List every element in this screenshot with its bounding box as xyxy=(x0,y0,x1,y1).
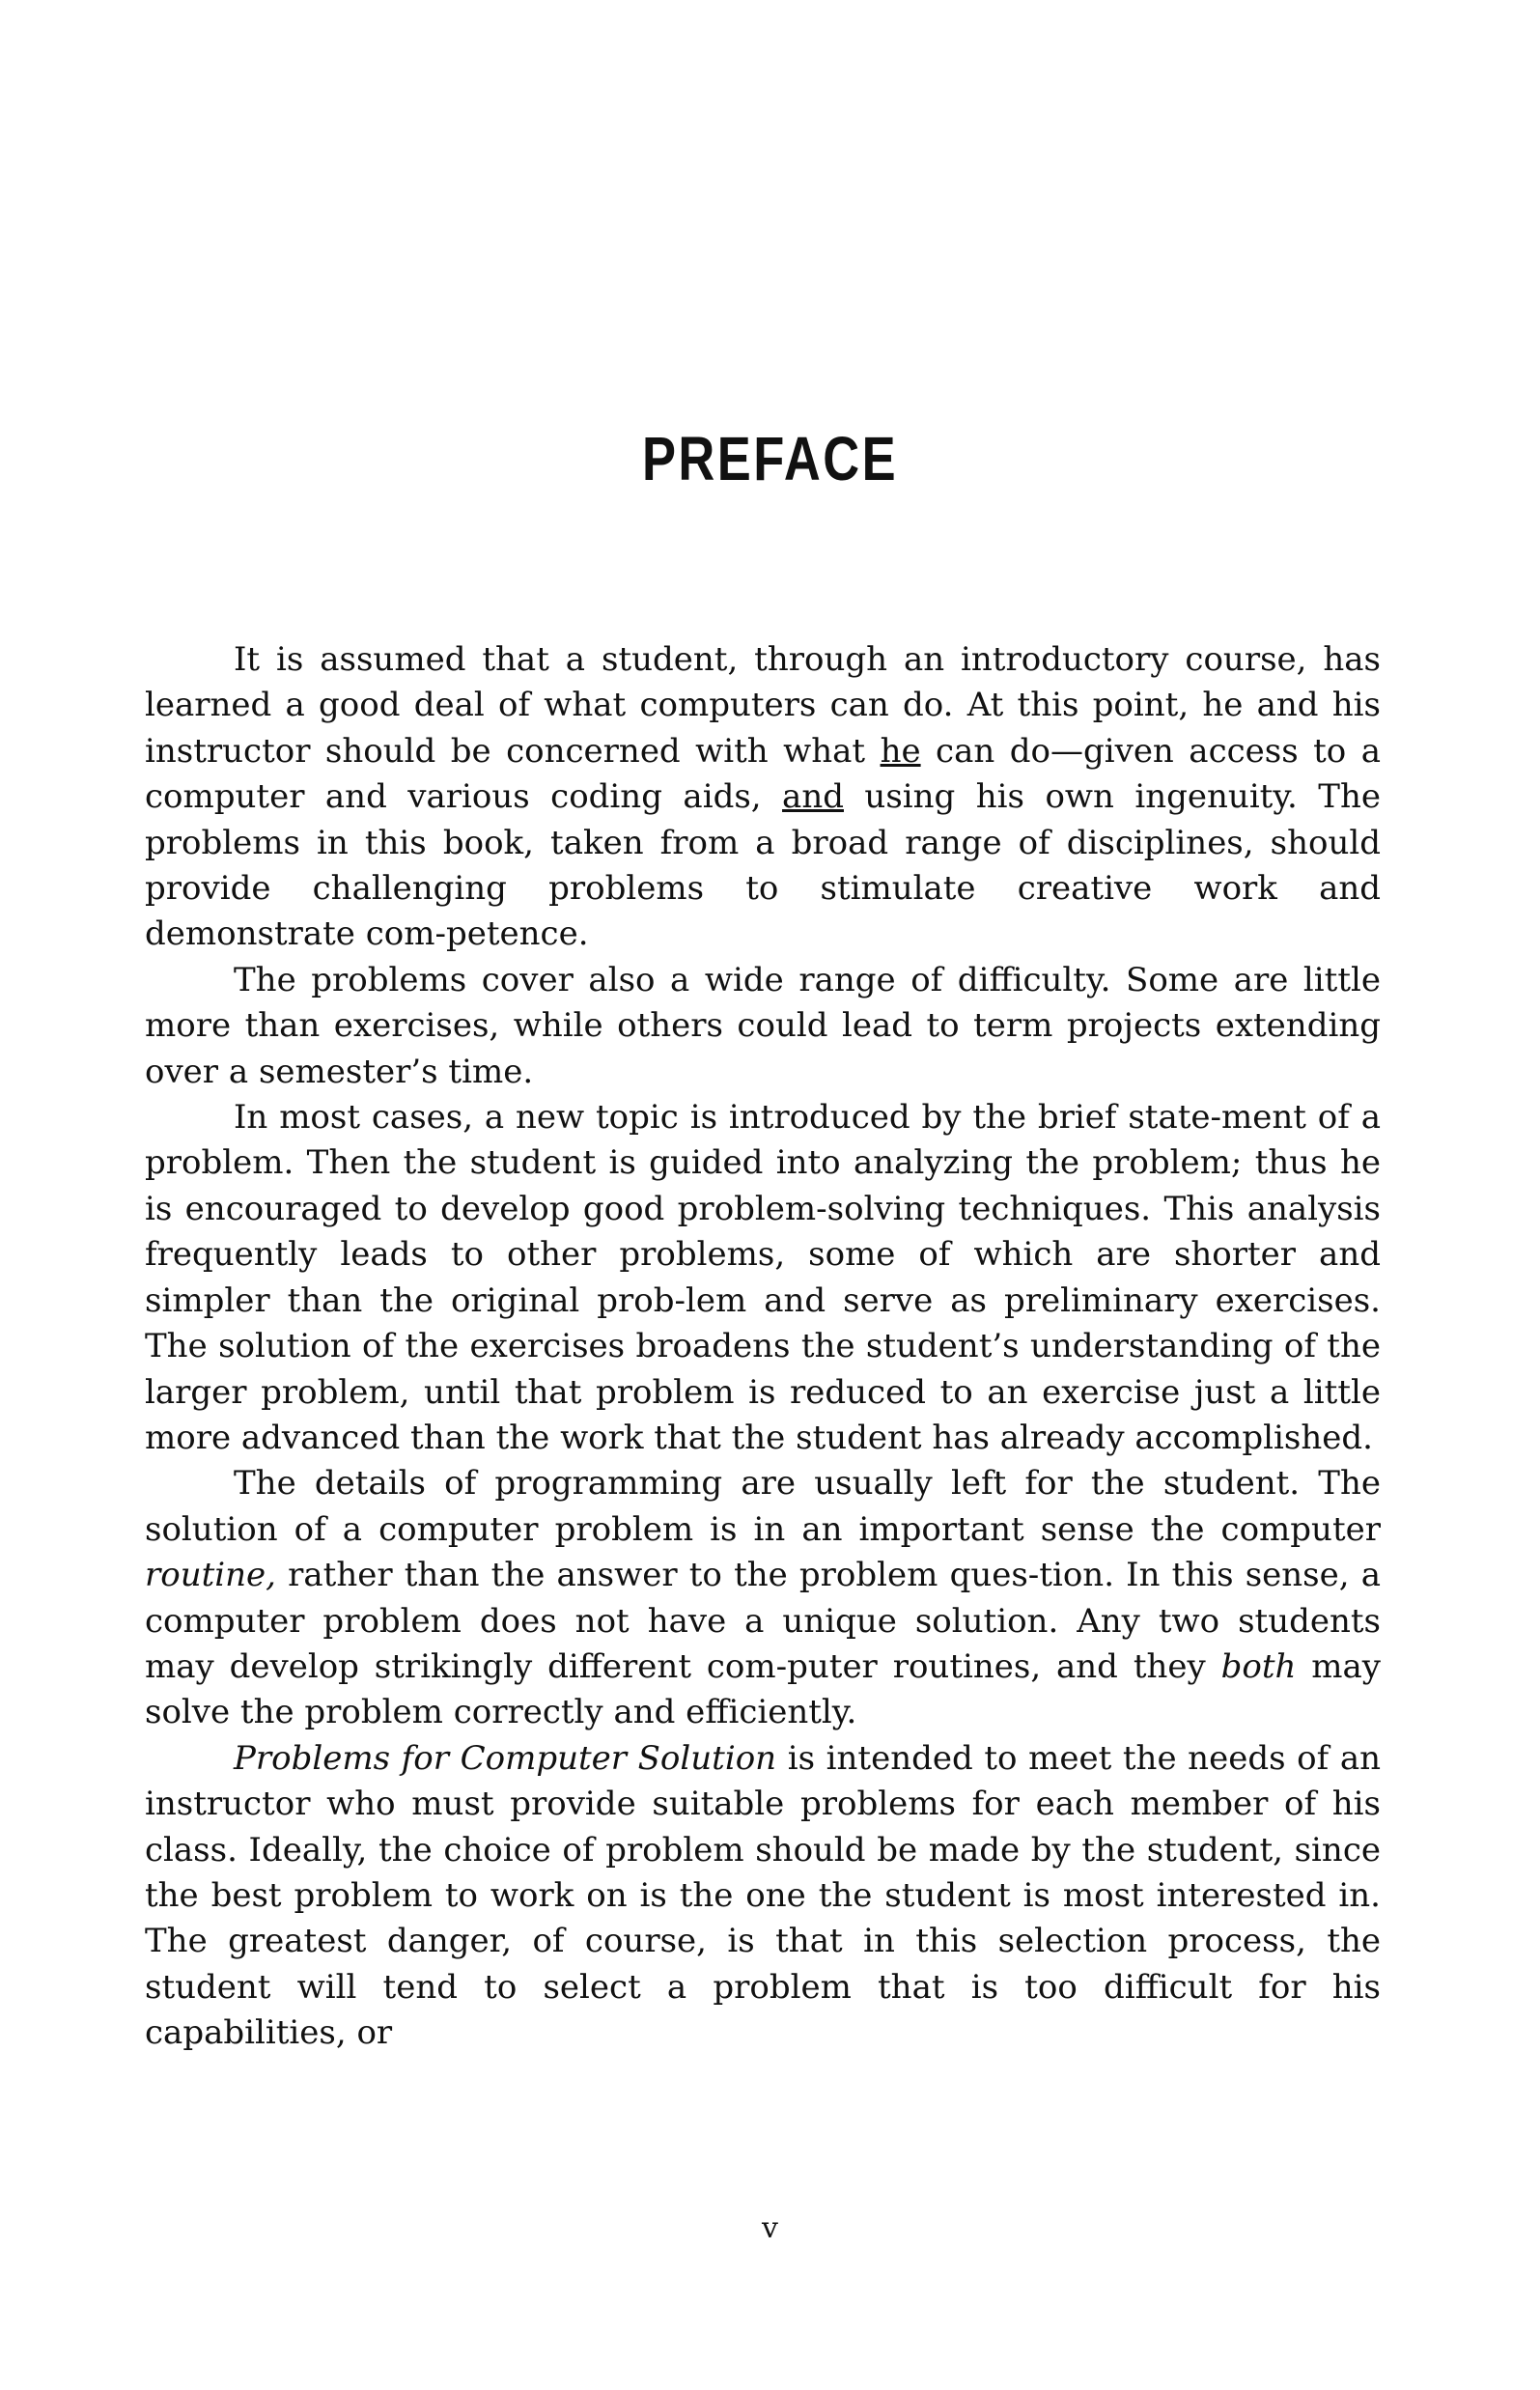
italic-book-title: Problems for Computer Solution xyxy=(234,1738,777,1778)
paragraph-1-text-c: can do—given access to a computer and various coding aids, xyxy=(145,731,1381,817)
italic-both: both xyxy=(1220,1646,1297,1686)
paragraph-1-text-a: It is assumed that a student, through an introductory course, has learned a good deal of what computers can do. At this point, he and his instructor should be concerned with what xyxy=(145,640,1381,771)
paragraph-1 xyxy=(145,637,1381,958)
paragraph-4-text-c: rather than the answer to the problem ques-tion. In this sense, a computer problem does not have a unique solution. Any two students may develop strikingly different com-puter routines, and they xyxy=(145,1556,1381,1686)
underlined-and: and xyxy=(782,777,844,817)
italic-routine: routine, xyxy=(145,1556,276,1595)
underlined-he: he xyxy=(880,731,921,771)
paragraph-2: The problems cover also a wide range of difficulty. Some are little more than exercises, while others could lead to term projects extending over a semester’s time. xyxy=(145,960,1381,1091)
paragraph-4-text-a: The details of programming are usually left for the student. The solution of a computer problem is in an important sense the computer xyxy=(145,1464,1381,1549)
paragraph-3: In most cases, a new topic is introduced by the brief state-ment of a problem. Then the student is guided into analyzing the problem; thus he is encouraged to develop good problem-solving techniques. This analysis frequently leads to other problems, some of which are shorter and simpler than the original prob-lem and serve as preliminary exercises. The solution of the exercises broadens the student’s understanding of the larger problem, until that problem is reduced to an exercise just a little more advanced than the work that the student has already accomplished. xyxy=(145,1098,1381,1457)
paragraph-1-text-e: using his own ingenuity. The problems in this book, taken from a broad range of disciplines, should provide challenging problems to stimulate creative work and demonstrate com-petence. xyxy=(145,777,1381,954)
page-title: PREFACE xyxy=(641,424,899,493)
paragraph-4 xyxy=(145,1461,1381,1735)
page-number: v xyxy=(762,2211,778,2245)
paragraph-5 xyxy=(145,1736,1381,2057)
paragraph-5-text-b: is intended to meet the needs of an instructor who must provide suitable problems for each member of his class. Ideally, the choice of problem should be made by the student, since the best problem to work on is the one the student is most interested in. The greatest danger, of course, is that in this selection process, the student will tend to select a problem that is too difficult for his capabilities, or xyxy=(145,1738,1381,2053)
paragraph-4-text-e: may solve the problem correctly and efficiently. xyxy=(145,1646,1381,1732)
preface-body xyxy=(145,637,1381,2057)
